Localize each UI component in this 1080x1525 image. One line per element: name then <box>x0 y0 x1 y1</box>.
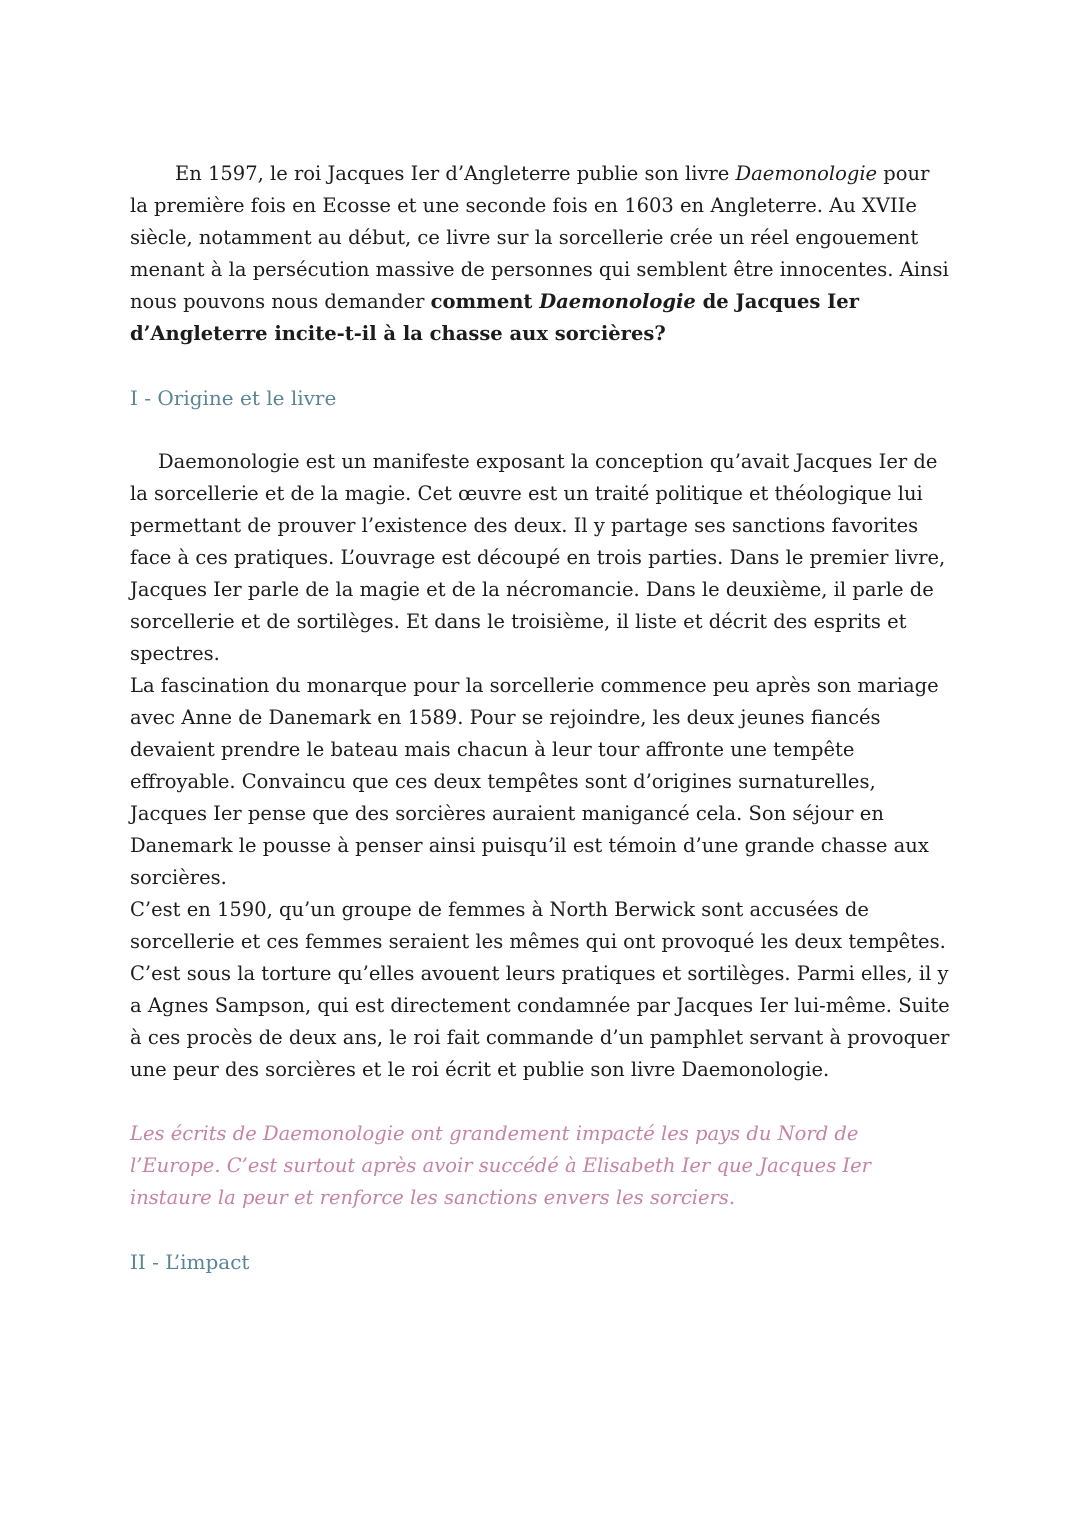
section-1-paragraph-1: Daemonologie est un manifeste exposant la conception qu’avait Jacques Ier de la sorcellerie et de la magie. Cet œuvre est un traité politique et théologique lui permettant de prouver l’existence des deux. Il y partage ses sanctions favorites face à ces pratiques. L’ouvrage est découpé en trois parties. Dans le premier livre, Jacques Ier parle de la magie et de la nécromancie. Dans le deuxième, il parle de sorcellerie et de sortilèges. Et dans le troisième, il liste et décrit des esprits et spectres. <box>130 450 946 665</box>
intro-text-2: pour la première fois en Ecosse et une seconde fois en 1603 en Angleterre. Au XVIIe siècle, notamment au début, ce livre sur la sorcellerie crée un réel engouement menant à la persécution massive de personnes qui semblent être innocentes. Ainsi nous pouvons nous demander <box>130 162 949 313</box>
question-text-2: de Jacques Ier d’Angleterre incite-t-il à la chasse aux sorcières? <box>130 290 859 345</box>
intro-book-title: Daemonologie <box>735 162 878 185</box>
document-page <box>130 158 952 1278</box>
intro-paragraph <box>130 158 952 350</box>
section-1-paragraph-3: C’est en 1590, qu’un groupe de femmes à North Berwick sont accusées de sorcellerie et ces femmes seraient les mêmes qui ont provoqué les deux tempêtes. C’est sous la torture qu’elles avouent leurs pratiques et sortilèges. Parmi elles, il y a Agnes Sampson, qui est directement condamnée par Jacques Ier lui-même. Suite à ces procès de deux ans, le roi fait commande d’un pamphlet servant à provoquer une peur des sorcières et le roi écrit et publie son livre Daemonologie. <box>130 898 950 1081</box>
section-1-heading: I - Origine et le livre <box>130 386 337 410</box>
transition-paragraph: Les écrits de Daemonologie ont grandement impacté les pays du Nord de l’Europe. C’est surtout après avoir succédé à Elisabeth Ier que Jacques Ier instaure la peur et renforce les sanctions envers les sorciers. <box>130 1122 871 1209</box>
section-1-body <box>130 446 952 1086</box>
section-1-paragraph-2: La fascination du monarque pour la sorcellerie commence peu après son mariage avec Anne de Danemark en 1589. Pour se rejoindre, les deux jeunes fiancés devaient prendre le bateau mais chacun à leur tour affronte une tempête effroyable. Convaincu que ces deux tempêtes sont d’origines surnaturelles, Jacques Ier pense que des sorcières auraient manigancé cela. Son séjour en Danemark le pousse à penser ainsi puisqu’il est témoin d’une grande chasse aux sorcières. <box>130 674 939 889</box>
question-text-1: comment <box>430 290 540 313</box>
question-book-title: Daemonologie <box>539 290 696 313</box>
section-2-heading: II - L’impact <box>130 1250 250 1274</box>
intro-text-1: En 1597, le roi Jacques Ier d’Angleterre publie son livre <box>175 162 736 185</box>
